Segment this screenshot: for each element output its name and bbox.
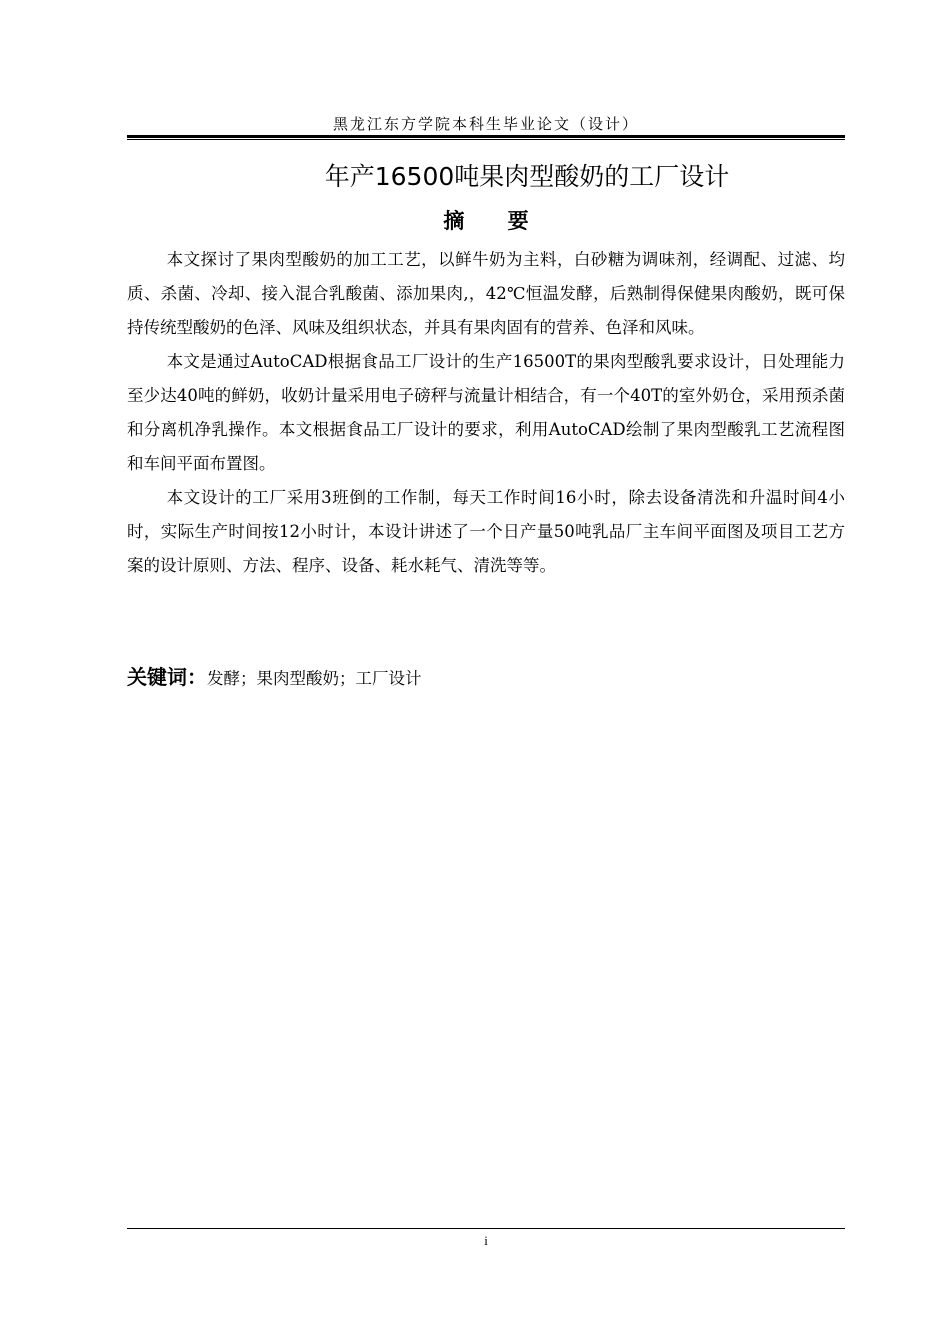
abstract-heading: 摘 要 <box>443 209 529 233</box>
abstract-paragraph-2: 本文是通过AutoCAD根据食品工厂设计的生产16500T的果肉型酸乳要求设计，日处理能力至少达40吨的鲜奶，收奶计量采用电子磅秤与流量计相结合，有一个40T的室外奶仓，采用预杀菌和分离机净乳操作。本文根据食品工厂设计的要求，利用AutoCAD绘制了果肉型酸乳工艺流程图和车间平面布置图。 <box>127 352 845 473</box>
abstract-paragraph-3: 本文设计的工厂采用3班倒的工作制，每天工作时间16小时，除去设备清洗和升温时间4小时，实际生产时间按12小时计，本设计讲述了一个日产量50吨乳品厂主车间平面图及项目工艺方案的设计原则、方法、程序、设备、耗水耗气、清洗等等。 <box>127 488 845 575</box>
header-rule-thick <box>127 135 845 138</box>
running-header: 黑龙江东方学院本科生毕业论文（设计） <box>332 115 639 133</box>
keywords-label: 关键词： <box>127 665 207 689</box>
abstract-body <box>127 243 845 583</box>
footer-rule <box>127 1228 845 1229</box>
abstract-paragraph-1: 本文探讨了果肉型酸奶的加工工艺，以鲜牛奶为主料，白砂糖为调味剂，经调配、过滤、均质、杀菌、冷却、接入混合乳酸菌、添加果肉,，42℃恒温发酵，后熟制得保健果肉酸奶，既可保持传统型酸奶的色泽、风味及组织状态，并具有果肉固有的营养、色泽和风味。 <box>127 250 845 337</box>
keywords-value: 发酵；果肉型酸奶；工厂设计 <box>207 669 422 688</box>
paper-title: 年产16500吨果肉型酸奶的工厂设计 <box>324 162 730 191</box>
page-number: i <box>484 1233 488 1248</box>
keywords-line <box>127 660 845 696</box>
header-rule-thin <box>127 139 845 140</box>
